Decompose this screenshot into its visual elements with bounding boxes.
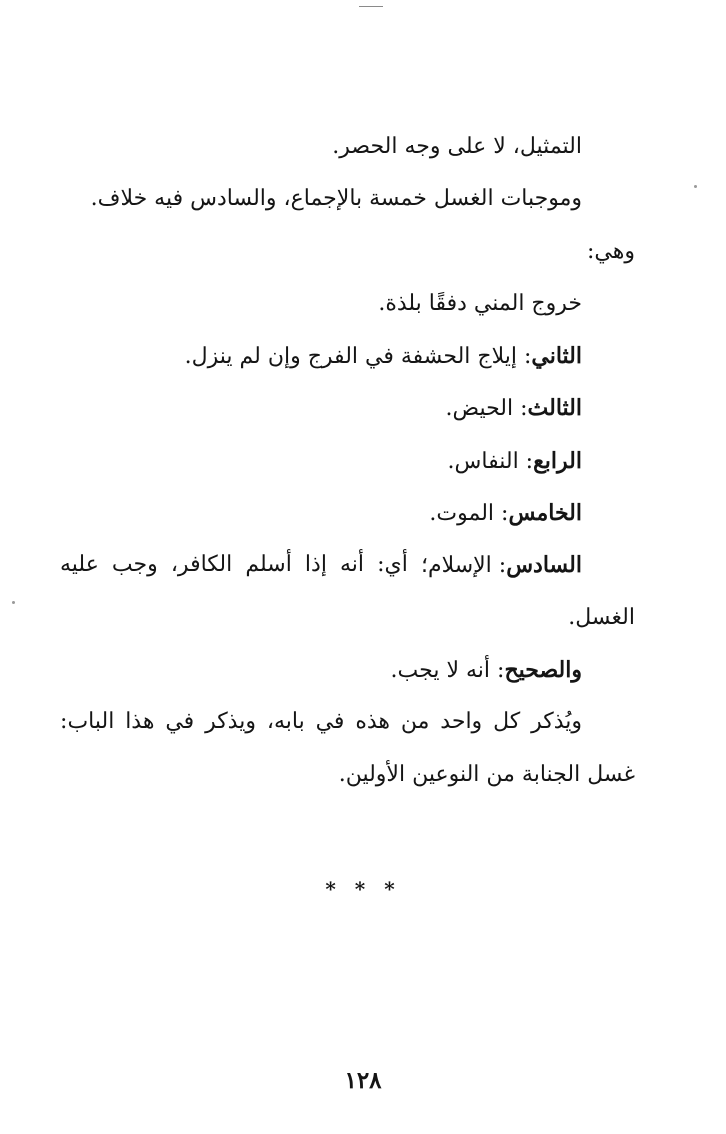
line9-word: الكافر،: [170, 552, 233, 578]
line12-word: في: [315, 709, 345, 735]
text-line-1: التمثيل، لا على وجه الحصر.: [332, 134, 582, 159]
text-line-7: [60, 435, 635, 487]
margin-dot: [694, 185, 697, 188]
text-line-12: [60, 696, 635, 748]
item-text-third: : الحيض.: [445, 396, 528, 422]
item-label-sixth-group: [421, 539, 582, 591]
line12-word: من: [400, 709, 430, 735]
text-line-3: وهي:: [587, 238, 635, 264]
text-line-8: [60, 487, 635, 539]
item-label-fifth: الخامس: [508, 500, 582, 527]
item-label-second: الثاني: [531, 343, 582, 370]
margin-dot: [12, 601, 15, 604]
line12-word: الباب:: [60, 709, 115, 735]
item-text-correct: : أنه لا يجب.: [390, 657, 505, 683]
text-line-6: [60, 382, 635, 434]
item-label-third: الثالث: [527, 395, 582, 422]
page-number: ١٢٨: [344, 1067, 382, 1094]
text-line-13: غسل الجنابة من النوعين الأولين.: [338, 761, 635, 787]
text-line-10: الغسل.: [568, 604, 635, 630]
line12-word: ويُذكر: [531, 709, 582, 735]
text-line-11: [60, 644, 635, 696]
page-body: [60, 121, 635, 801]
section-ornament: * * *: [325, 877, 401, 901]
line9-word: وجب: [111, 552, 158, 578]
line9-word: عليه: [60, 552, 99, 578]
line9-word: أي:: [377, 552, 408, 578]
line12-word: في: [165, 709, 195, 735]
line12-word: هذا: [125, 709, 155, 735]
item-text-second: : إيلاج الحشفة في الفرج وإن لم ينزل.: [184, 344, 532, 370]
item-text-fourth: : النفاس.: [447, 448, 534, 474]
line12-word: واحد: [440, 709, 483, 735]
line9-word: أنه: [340, 552, 365, 578]
item-label-correct: والصحيح: [504, 656, 582, 683]
item-text-fifth: : الموت.: [429, 501, 509, 527]
line9-word: : الإسلام؛: [420, 553, 507, 579]
text-line-2: وموجبات الغسل خمسة بالإجماع، والسادس فيه خلاف.: [90, 186, 582, 212]
line9-word: أسلم: [245, 552, 292, 578]
line12-word: بابه،: [266, 709, 305, 735]
item-label-sixth: السادس: [506, 552, 582, 579]
line12-word: كل: [493, 709, 521, 735]
line12-word: ويذكر: [205, 709, 256, 735]
text-line-9: [60, 539, 635, 591]
item-label-fourth: الرابع: [533, 447, 582, 474]
line9-word: إذا: [304, 552, 327, 578]
top-edge-mark: [359, 6, 383, 7]
text-line-4: خروج المني دفقًا بلذة.: [378, 290, 582, 316]
line12-word: هذه: [355, 709, 391, 735]
text-line-5: [60, 330, 635, 382]
